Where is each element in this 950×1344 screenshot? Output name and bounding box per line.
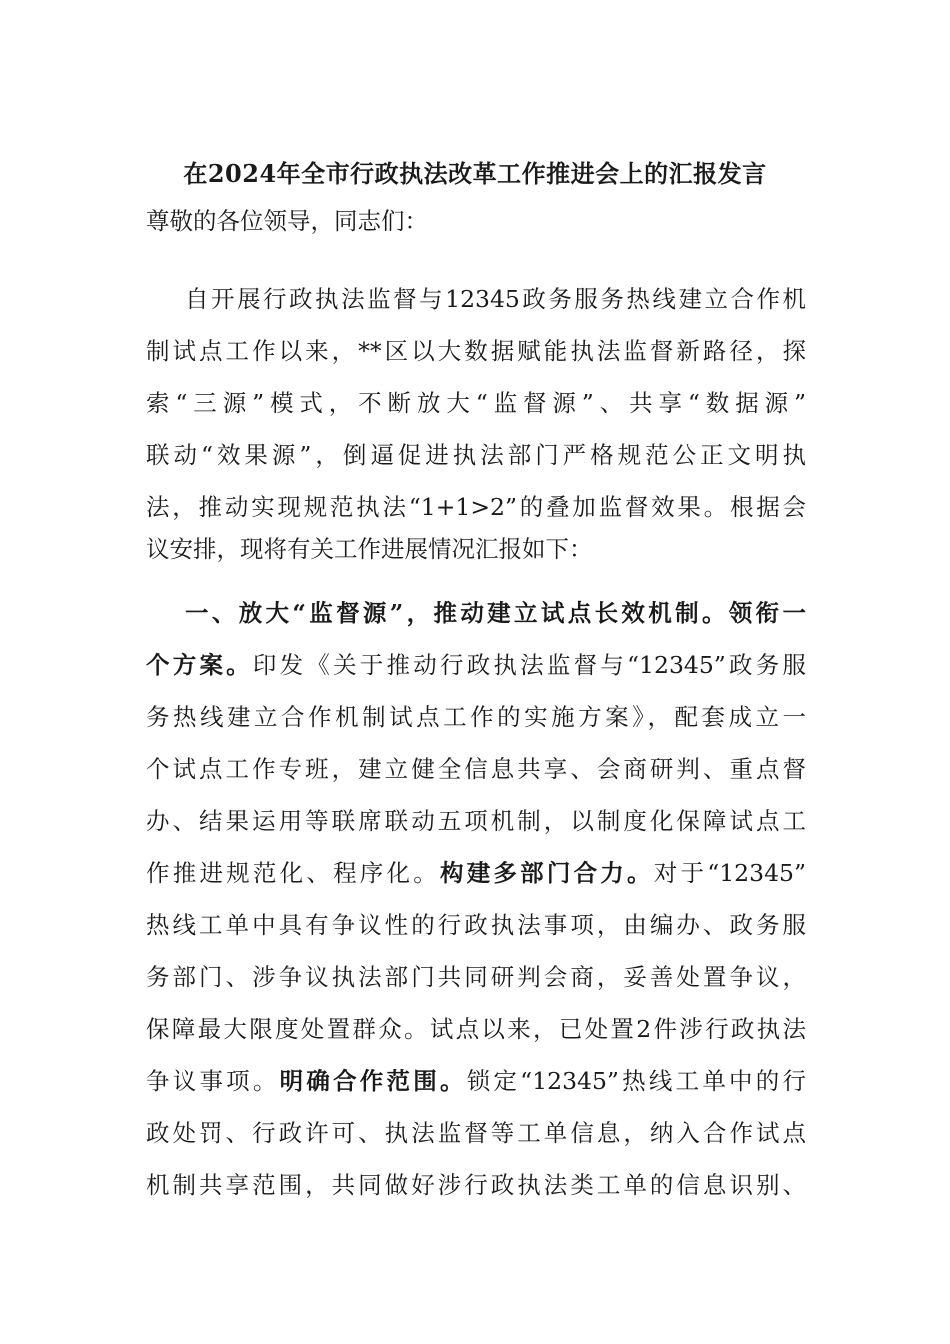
section-text: 争议事项。	[146, 1067, 280, 1095]
section-line	[146, 1061, 806, 1101]
section-line: 个试点工作专班，建立健全信息共享、会商研判、重点督	[146, 755, 806, 783]
section-line: 务部门、涉争议执法部门共同研判会商，妥善处置争议，	[146, 963, 806, 991]
subheading-cooperation-scope: 明确合作范围。	[279, 1067, 467, 1095]
section-line	[146, 645, 806, 685]
intro-line: 索“三源”模式，不断放大“监督源”、共享“数据源”	[146, 389, 806, 417]
section-line: 办、结果运用等联席联动五项机制，以制度化保障试点工	[146, 807, 806, 835]
subheading-multi-dept: 构建多部门合力。	[439, 859, 654, 887]
section-line	[146, 853, 806, 893]
intro-line: 制试点工作以来，**区以大数据赋能执法监督新路径，探	[146, 337, 806, 365]
subheading-one-plan: 个方案。	[146, 651, 253, 679]
intro-line: 议安排，现将有关工作进展情况汇报如下：	[146, 535, 593, 563]
section-line: 机制共享范围，共同做好涉行政执法类工单的信息识别、	[146, 1171, 806, 1199]
section-text: 作推进规范化、程序化。	[146, 859, 440, 887]
section-line: 热线工单中具有争议性的行政执法事项，由编办、政务服	[146, 911, 806, 939]
section-heading: 一、放大“监督源”，推动建立试点长效机制。领衔一	[185, 599, 806, 627]
section-text: 对于“12345”	[653, 859, 806, 887]
intro-line: 法，推动实现规范执法“1+1>2”的叠加监督效果。根据会	[146, 493, 806, 521]
section-text: 锁定“12345”热线工单中的行	[466, 1067, 807, 1095]
greeting: 尊敬的各位领导，同志们：	[146, 207, 428, 235]
intro-line: 自开展行政执法监督与12345政务服务热线建立合作机	[185, 285, 806, 313]
section-line: 保障最大限度处置群众。试点以来，已处置2件涉行政执法	[146, 1015, 806, 1043]
section-line: 务热线建立合作机制试点工作的实施方案》，配套成立一	[146, 703, 806, 731]
section-text: 印发《关于推动行政执法监督与“12345”政务服	[252, 651, 806, 679]
section-line: 政处罚、行政许可、执法监督等工单信息，纳入合作试点	[146, 1119, 806, 1147]
intro-line: 联动“效果源”，倒逼促进执法部门严格规范公正文明执	[146, 441, 806, 469]
document-title: 在2024年全市行政执法改革工作推进会上的汇报发言	[183, 159, 767, 188]
